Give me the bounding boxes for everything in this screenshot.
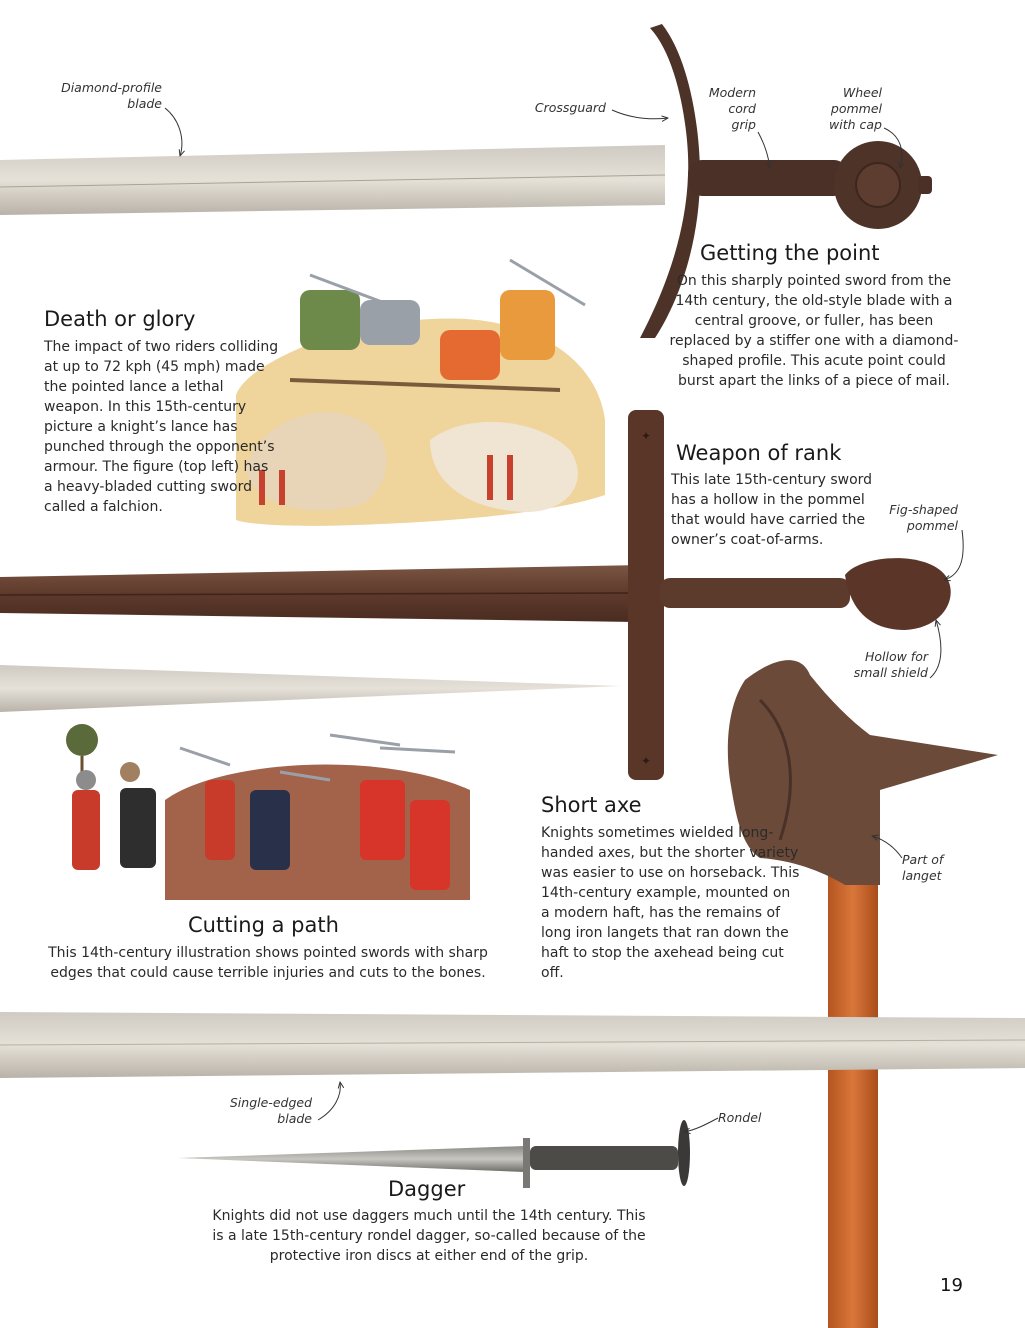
svg-text:✦: ✦	[640, 429, 652, 443]
battle-illustration	[66, 724, 470, 900]
cutting-path-body: This 14th-century illustration shows pointed swords with sharp edges that could cause terrible injuries and cuts to the bones.	[48, 945, 488, 981]
label-wheel-pommel: Wheel pommel with cap	[829, 85, 882, 132]
getting-point-body: On this sharply pointed sword from the 14th century, the old-style blade with a central groove, or fuller, has been replaced by a stiffer one with a diamond-shaped profile. This acute point could burst apart the links of a piece of mail.	[669, 273, 959, 389]
getting-point-heading: Getting the point	[700, 241, 880, 265]
dagger-heading: Dagger	[388, 1177, 466, 1201]
label-diamond-blade: Diamond-profile blade	[61, 80, 162, 111]
label-hollow-shield: Hollow for small shield	[853, 649, 928, 680]
label-langet: Part of langet	[902, 852, 944, 883]
cutting-path-heading: Cutting a path	[188, 913, 339, 937]
label-rondel: Rondel	[718, 1110, 762, 1125]
label-modern-grip: Modern cord grip	[708, 85, 756, 132]
short-axe-image	[728, 660, 998, 1328]
death-glory-heading: Death or glory	[44, 307, 196, 331]
thin-blade-image	[0, 665, 620, 712]
label-single-edged: Single-edged blade	[229, 1095, 312, 1126]
label-fig-pommel: Fig-shaped pommel	[889, 502, 958, 533]
single-edged-sword-image	[0, 1012, 1025, 1078]
svg-text:✦: ✦	[640, 754, 652, 768]
page-number: 19	[940, 1275, 963, 1296]
death-glory-body: The impact of two riders colliding at up to 72 kph (45 mph) made the pointed lance a lethal weapon. In this 15th-century picture a knight’s lance has punched through the opponent’s armour. The figure (top left) has a heavy-bladed cutting sword called a falchion.	[44, 339, 279, 515]
short-axe-body: Knights sometimes wielded long-handed axes, but the shorter variety was easier to use on horseback. This 14th-century example, mounted on a modern haft, has the remains of long iron langets that ran down the haft to stop the axehead being cut off.	[541, 825, 800, 981]
weapon-rank-body: This late 15th-century sword has a hollow in the pommel that would have carried the owner’s coat-of-arms.	[671, 472, 873, 548]
label-crossguard: Crossguard	[534, 100, 606, 115]
short-axe-heading: Short axe	[541, 793, 642, 817]
weapon-rank-heading: Weapon of rank	[676, 441, 842, 465]
joust-illustration	[236, 260, 605, 526]
dagger-body: Knights did not use daggers much until the 14th century. This is a late 15th-century rondel dagger, so-called because of the protective iron discs at either end of the grip.	[212, 1208, 646, 1264]
